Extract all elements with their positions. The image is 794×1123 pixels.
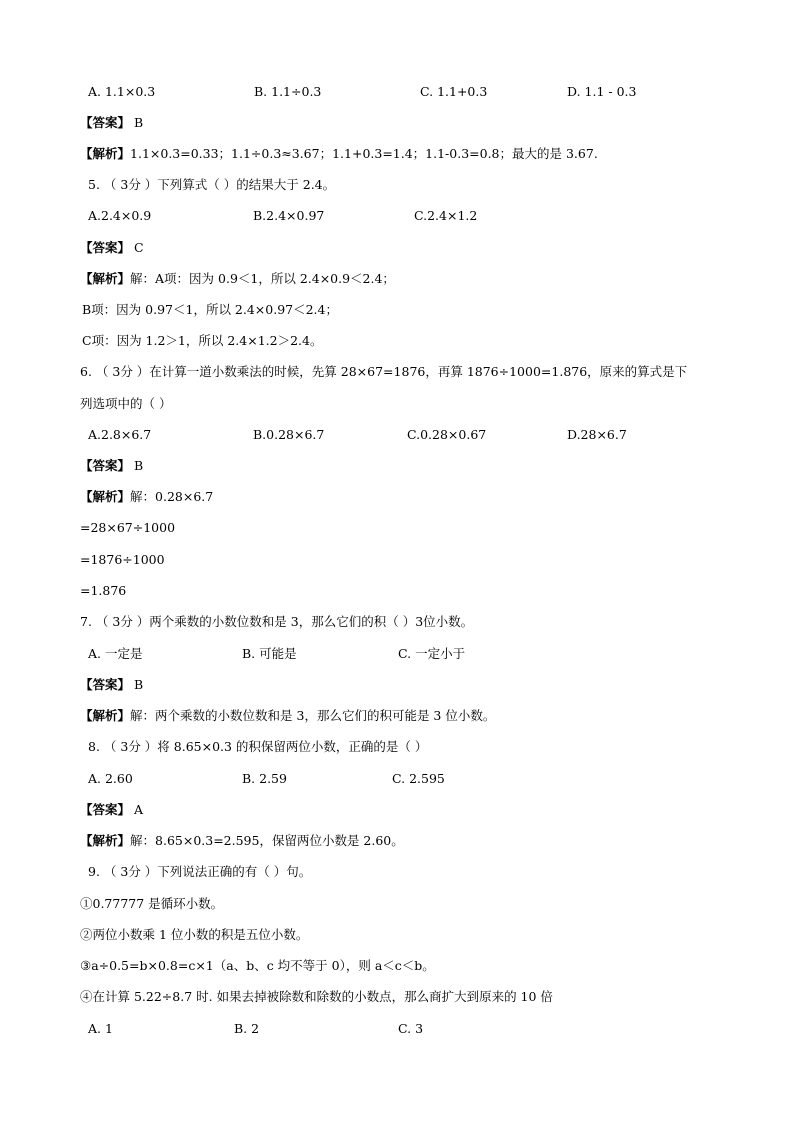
answer-value: B: [130, 115, 144, 130]
analysis-text: 解：8.65×0.3=2.595，保留两位小数是 2.60。: [130, 833, 404, 848]
q7-option-a: A. 一定是: [88, 646, 143, 661]
q6-analysis-step-2: =1876÷1000: [80, 552, 165, 567]
q5-options: [0, 208, 794, 224]
q9-statement-3: ③a÷0.5=b×0.8=c×1（a、b、c 均不等于 0），则 a＜c＜b。: [80, 958, 435, 973]
answer-tag: 【答案】: [80, 115, 131, 130]
q4-option-b: B. 1.1÷0.3: [254, 84, 322, 99]
answer-value: A: [130, 802, 144, 817]
q9-option-c: C. 3: [398, 1021, 424, 1036]
q5-stem: 5. （ 3分 ）下列算式（ ）的结果大于 2.4。: [88, 177, 336, 192]
answer-value: B: [130, 458, 144, 473]
q5-analysis-line-b: B项：因为 0.97＜1，所以 2.4×0.97＜2.4；: [82, 302, 338, 317]
q7-option-c: C. 一定小于: [398, 646, 466, 661]
analysis-tag: 【解析】: [80, 489, 131, 504]
q9-statement-1: ①0.77777 是循环小数。: [80, 896, 224, 911]
q6-analysis-step-3: =1.876: [80, 583, 127, 598]
q6-stem-line-1: 6. （ 3分 ）在计算一道小数乘法的时候，先算 28×67=1876，再算 1876÷1000=1.876，原来的算式是下: [80, 364, 688, 379]
q7-options: [0, 646, 794, 662]
answer-tag: 【答案】: [80, 802, 131, 817]
q8-analysis: [80, 833, 404, 849]
q6-stem-line-2: 列选项中的（ ）: [80, 396, 172, 411]
analysis-tag: 【解析】: [80, 146, 131, 161]
q5-option-b: B.2.4×0.97: [253, 208, 325, 223]
q8-options: [0, 771, 794, 787]
q8-answer: [80, 802, 143, 818]
q8-stem: 8. （ 3分 ）将 8.65×0.3 的积保留两位小数，正确的是（ ）: [88, 739, 428, 754]
q6-options: [0, 427, 794, 443]
q7-option-b: B. 可能是: [242, 646, 297, 661]
q4-options: [0, 84, 794, 100]
q4-answer: [80, 115, 143, 131]
q5-analysis: [80, 271, 395, 287]
analysis-tag: 【解析】: [80, 271, 131, 286]
q6-option-a: A.2.8×6.7: [88, 427, 152, 442]
answer-value: C: [130, 240, 144, 255]
q9-stem: 9. （ 3分 ）下列说法正确的有（ ）句。: [88, 864, 312, 879]
q9-statement-4: ④在计算 5.22÷8.7 时. 如果去掉被除数和除数的小数点，那么商扩大到原来的 10 倍: [80, 989, 553, 1004]
q5-answer: [80, 240, 144, 256]
answer-tag: 【答案】: [80, 458, 131, 473]
q4-analysis: [80, 146, 598, 162]
q5-analysis-line-c: C项：因为 1.2＞1，所以 2.4×1.2＞2.4。: [82, 333, 323, 348]
q8-option-a: A. 2.60: [88, 771, 133, 786]
q4-option-a: A. 1.1×0.3: [88, 84, 156, 99]
analysis-text: 1.1×0.3=0.33；1.1÷0.3≈3.67；1.1+0.3=1.4；1.1-0.3=0.8；最大的是 3.67.: [130, 146, 598, 161]
q6-answer: [80, 458, 143, 474]
q9-option-a: A. 1: [88, 1021, 113, 1036]
q6-analysis-step-1: =28×67÷1000: [80, 520, 176, 535]
analysis-text: 解：0.28×6.7: [130, 489, 214, 504]
q9-option-b: B. 2: [234, 1021, 260, 1036]
q6-option-d: D.28×6.7: [567, 427, 627, 442]
answer-tag: 【答案】: [80, 677, 131, 692]
q9-options: [0, 1021, 794, 1037]
q4-option-d: D. 1.1 - 0.3: [567, 84, 637, 99]
q7-answer: [80, 677, 143, 693]
analysis-text: 解：两个乘数的小数位数和是 3，那么它们的积可能是 3 位小数。: [130, 708, 496, 723]
q7-stem: 7. （ 3分 ）两个乘数的小数位数和是 3，那么它们的积（ ）3位小数。: [80, 614, 474, 629]
q7-analysis: [80, 708, 495, 724]
q6-option-b: B.0.28×6.7: [253, 427, 325, 442]
answer-value: B: [130, 677, 144, 692]
q6-option-c: C.0.28×0.67: [407, 427, 487, 442]
analysis-tag: 【解析】: [80, 833, 131, 848]
q6-analysis: [80, 489, 213, 505]
analysis-text: 解：A项：因为 0.9＜1，所以 2.4×0.9＜2.4；: [130, 271, 395, 286]
q8-option-b: B. 2.59: [242, 771, 287, 786]
q8-option-c: C. 2.595: [392, 771, 445, 786]
q9-statement-2: ②两位小数乘 1 位小数的积是五位小数。: [80, 927, 309, 942]
analysis-tag: 【解析】: [80, 708, 131, 723]
answer-tag: 【答案】: [80, 240, 131, 255]
q5-option-c: C.2.4×1.2: [414, 208, 478, 223]
q4-option-c: C. 1.1+0.3: [420, 84, 488, 99]
q5-option-a: A.2.4×0.9: [88, 208, 152, 223]
